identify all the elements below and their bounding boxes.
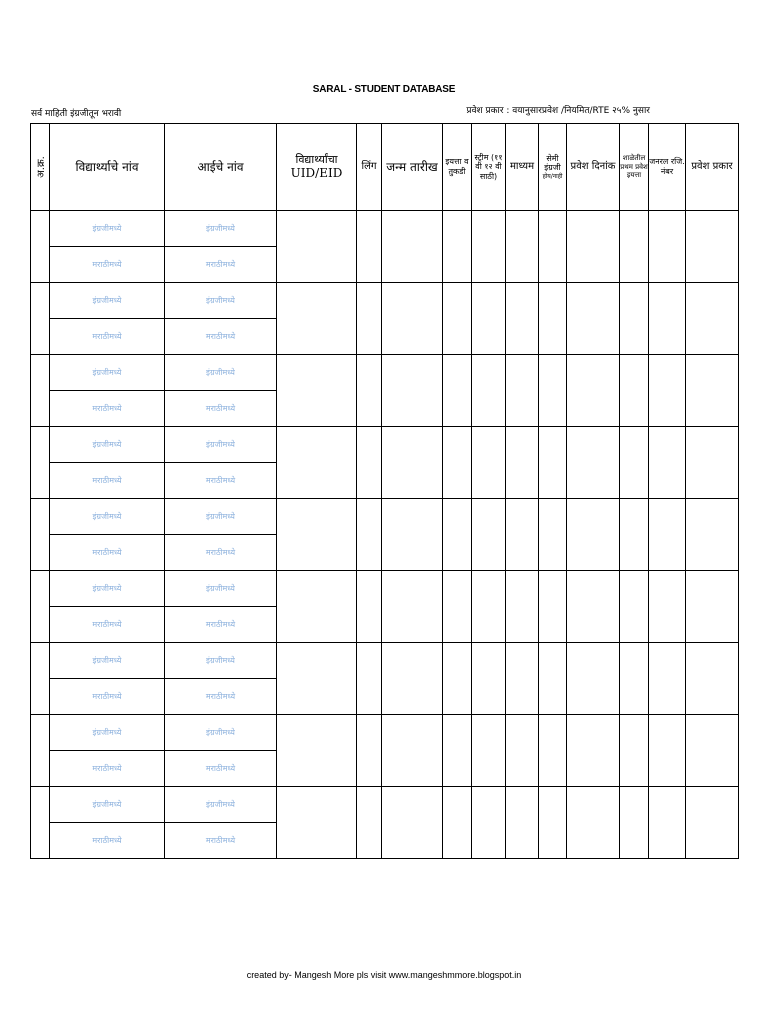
student-name-marathi-cell[interactable]: मराठीमध्ये — [50, 751, 165, 787]
document-title: SARAL - STUDENT DATABASE — [312, 84, 456, 95]
stream-cell[interactable] — [472, 643, 506, 715]
header-dob: जन्म तारीख — [382, 124, 443, 211]
mother-name-english-cell[interactable]: इंग्रजीमध्ये — [165, 355, 277, 391]
header-semi-english — [539, 124, 567, 211]
mother-name-english-cell[interactable]: इंग्रजीमध्ये — [165, 643, 277, 679]
semi-english-cell[interactable] — [539, 499, 567, 571]
semi-english-cell[interactable] — [539, 283, 567, 355]
student-name-english-cell[interactable]: इंग्रजीमध्ये — [50, 643, 165, 679]
mother-name-marathi-cell[interactable]: मराठीमध्ये — [165, 679, 277, 715]
student-name-english-cell[interactable]: इंग्रजीमध्ये — [50, 211, 165, 247]
gender-cell[interactable] — [357, 355, 382, 427]
student-name-english-cell[interactable]: इंग्रजीमध्ये — [50, 427, 165, 463]
student-name-marathi-cell[interactable]: मराठीमध्ये — [50, 679, 165, 715]
semi-english-cell[interactable] — [539, 355, 567, 427]
serial-cell[interactable] — [31, 499, 50, 571]
admission-date-cell[interactable] — [567, 283, 620, 355]
dob-cell[interactable] — [382, 787, 443, 859]
admission-type-cell[interactable] — [686, 787, 739, 859]
header-uid-line2: UID/EID — [290, 166, 343, 181]
class-division-cell[interactable] — [443, 787, 472, 859]
student-record-row-english — [31, 643, 739, 679]
admission-type-cell[interactable] — [686, 283, 739, 355]
class-division-cell[interactable] — [443, 211, 472, 283]
general-register-cell[interactable] — [649, 427, 686, 499]
class-division-cell[interactable] — [443, 427, 472, 499]
class-division-cell[interactable] — [443, 283, 472, 355]
student-record-row-english — [31, 283, 739, 319]
semi-english-cell[interactable] — [539, 571, 567, 643]
admission-date-cell[interactable] — [567, 211, 620, 283]
header-uid-line1: विद्यार्थ्यांचा — [295, 153, 338, 167]
admission-date-cell[interactable] — [567, 715, 620, 787]
gender-cell[interactable] — [357, 499, 382, 571]
header-medium: माध्यम — [506, 124, 539, 211]
student-record-row-english — [31, 571, 739, 607]
stream-cell[interactable] — [472, 283, 506, 355]
dob-cell[interactable] — [382, 571, 443, 643]
medium-cell[interactable] — [506, 643, 539, 715]
first-admission-class-cell[interactable] — [620, 571, 649, 643]
serial-cell[interactable] — [31, 283, 50, 355]
semi-english-cell[interactable] — [539, 643, 567, 715]
gender-cell[interactable] — [357, 787, 382, 859]
admission-type-cell[interactable] — [686, 571, 739, 643]
header-first-admission-class: शाळेतील प्रथम प्रवेश इयत्ता — [620, 124, 649, 211]
serial-cell[interactable] — [31, 427, 50, 499]
first-admission-class-cell[interactable] — [620, 715, 649, 787]
medium-cell[interactable] — [506, 499, 539, 571]
class-division-cell[interactable] — [443, 499, 472, 571]
student-name-marathi-cell[interactable]: मराठीमध्ये — [50, 247, 165, 283]
uid-cell[interactable] — [277, 715, 357, 787]
student-name-marathi-cell[interactable]: मराठीमध्ये — [50, 391, 165, 427]
first-admission-class-cell[interactable] — [620, 427, 649, 499]
general-register-cell[interactable] — [649, 283, 686, 355]
gender-cell[interactable] — [357, 283, 382, 355]
semi-english-cell[interactable] — [539, 211, 567, 283]
gender-cell[interactable] — [357, 715, 382, 787]
first-admission-class-cell[interactable] — [620, 283, 649, 355]
uid-cell[interactable] — [277, 283, 357, 355]
header-general-register: जनरल रजि. नंबर — [649, 124, 686, 211]
mother-name-english-cell[interactable]: इंग्रजीमध्ये — [165, 715, 277, 751]
mother-name-marathi-cell[interactable]: मराठीमध्ये — [165, 607, 277, 643]
general-register-cell[interactable] — [649, 499, 686, 571]
uid-cell[interactable] — [277, 499, 357, 571]
admission-type-note: प्रवेश प्रकार : वयानुसारप्रवेश /नियमित/RTE २५% नुसार — [466, 106, 650, 116]
admission-date-cell[interactable] — [567, 571, 620, 643]
gender-cell[interactable] — [357, 571, 382, 643]
dob-cell[interactable] — [382, 283, 443, 355]
student-name-english-cell[interactable]: इंग्रजीमध्ये — [50, 283, 165, 319]
uid-cell[interactable] — [277, 427, 357, 499]
student-name-english-cell[interactable]: इंग्रजीमध्ये — [50, 787, 165, 823]
mother-name-english-cell[interactable]: इंग्रजीमध्ये — [165, 499, 277, 535]
header-uid-eid — [277, 124, 357, 211]
student-record-row-english — [31, 715, 739, 751]
serial-cell[interactable] — [31, 571, 50, 643]
mother-name-marathi-cell[interactable]: मराठीमध्ये — [165, 823, 277, 859]
header-stream: स्ट्रीम (११ वी १२ वी साठी) — [472, 124, 506, 211]
student-name-english-cell[interactable]: इंग्रजीमध्ये — [50, 499, 165, 535]
admission-type-cell[interactable] — [686, 211, 739, 283]
medium-cell[interactable] — [506, 571, 539, 643]
serial-cell[interactable] — [31, 715, 50, 787]
header-semi-english-sub: होय/नाही — [542, 173, 563, 180]
student-record-row-english — [31, 355, 739, 391]
admission-date-cell[interactable] — [567, 499, 620, 571]
admission-type-cell[interactable] — [686, 715, 739, 787]
mother-name-english-cell[interactable]: इंग्रजीमध्ये — [165, 427, 277, 463]
general-register-cell[interactable] — [649, 787, 686, 859]
instruction-note: सर्व माहिती इंग्रजीतून भरावी — [31, 109, 122, 119]
dob-cell[interactable] — [382, 211, 443, 283]
uid-cell[interactable] — [277, 355, 357, 427]
uid-cell[interactable] — [277, 571, 357, 643]
semi-english-cell[interactable] — [539, 787, 567, 859]
header-admission-type: प्रवेश प्रकार — [686, 124, 739, 211]
mother-name-english-cell[interactable]: इंग्रजीमध्ये — [165, 787, 277, 823]
medium-cell[interactable] — [506, 715, 539, 787]
stream-cell[interactable] — [472, 427, 506, 499]
header-gender: लिंग — [357, 124, 382, 211]
student-record-row-english — [31, 427, 739, 463]
first-admission-class-cell[interactable] — [620, 499, 649, 571]
class-division-cell[interactable] — [443, 643, 472, 715]
admission-type-cell[interactable] — [686, 499, 739, 571]
admission-date-cell[interactable] — [567, 427, 620, 499]
mother-name-marathi-cell[interactable]: मराठीमध्ये — [165, 247, 277, 283]
class-division-cell[interactable] — [443, 355, 472, 427]
admission-type-cell[interactable] — [686, 643, 739, 715]
serial-cell[interactable] — [31, 787, 50, 859]
stream-cell[interactable] — [472, 499, 506, 571]
student-name-marathi-cell[interactable]: मराठीमध्ये — [50, 463, 165, 499]
dob-cell[interactable] — [382, 715, 443, 787]
uid-cell[interactable] — [277, 787, 357, 859]
header-semi-english-label: सेमी इंग्रजी — [544, 153, 561, 173]
header-serial: अ.क्र. — [31, 124, 50, 211]
dob-cell[interactable] — [382, 643, 443, 715]
serial-cell[interactable] — [31, 643, 50, 715]
medium-cell[interactable] — [506, 427, 539, 499]
general-register-cell[interactable] — [649, 355, 686, 427]
mother-name-english-cell[interactable]: इंग्रजीमध्ये — [165, 283, 277, 319]
mother-name-english-cell[interactable]: इंग्रजीमध्ये — [165, 211, 277, 247]
admission-type-cell[interactable] — [686, 355, 739, 427]
mother-name-marathi-cell[interactable]: मराठीमध्ये — [165, 751, 277, 787]
class-division-cell[interactable] — [443, 571, 472, 643]
semi-english-cell[interactable] — [539, 715, 567, 787]
medium-cell[interactable] — [506, 355, 539, 427]
admission-type-cell[interactable] — [686, 427, 739, 499]
header-class-division: इयत्ता व तुकडी — [443, 124, 472, 211]
mother-name-marathi-cell[interactable]: मराठीमध्ये — [165, 319, 277, 355]
mother-name-english-cell[interactable]: इंग्रजीमध्ये — [165, 571, 277, 607]
serial-cell[interactable] — [31, 211, 50, 283]
gender-cell[interactable] — [357, 427, 382, 499]
footer-credit: created by- Mangesh More pls visit www.mangeshmmore.blogspot.in — [246, 970, 522, 980]
gender-cell[interactable] — [357, 643, 382, 715]
student-record-row-english — [31, 211, 739, 247]
admission-date-cell[interactable] — [567, 355, 620, 427]
student-record-row-english — [31, 499, 739, 535]
semi-english-cell[interactable] — [539, 427, 567, 499]
student-name-english-cell[interactable]: इंग्रजीमध्ये — [50, 715, 165, 751]
student-name-english-cell[interactable]: इंग्रजीमध्ये — [50, 571, 165, 607]
general-register-cell[interactable] — [649, 571, 686, 643]
student-name-marathi-cell[interactable]: मराठीमध्ये — [50, 535, 165, 571]
stream-cell[interactable] — [472, 715, 506, 787]
uid-cell[interactable] — [277, 643, 357, 715]
table-body — [31, 211, 739, 859]
admission-date-cell[interactable] — [567, 787, 620, 859]
student-database-table — [30, 123, 739, 859]
stream-cell[interactable] — [472, 787, 506, 859]
student-name-marathi-cell[interactable]: मराठीमध्ये — [50, 319, 165, 355]
mother-name-marathi-cell[interactable]: मराठीमध्ये — [165, 463, 277, 499]
student-record-row-english — [31, 787, 739, 823]
medium-cell[interactable] — [506, 211, 539, 283]
student-name-marathi-cell[interactable]: मराठीमध्ये — [50, 823, 165, 859]
uid-cell[interactable] — [277, 211, 357, 283]
first-admission-class-cell[interactable] — [620, 355, 649, 427]
admission-date-cell[interactable] — [567, 643, 620, 715]
general-register-cell[interactable] — [649, 211, 686, 283]
general-register-cell[interactable] — [649, 643, 686, 715]
student-name-marathi-cell[interactable]: मराठीमध्ये — [50, 607, 165, 643]
stream-cell[interactable] — [472, 211, 506, 283]
header-mother-name: आईचे नांव — [165, 124, 277, 211]
first-admission-class-cell[interactable] — [620, 211, 649, 283]
mother-name-marathi-cell[interactable]: मराठीमध्ये — [165, 391, 277, 427]
first-admission-class-cell[interactable] — [620, 643, 649, 715]
header-row — [31, 124, 739, 211]
first-admission-class-cell[interactable] — [620, 787, 649, 859]
header-admission-date: प्रवेश दिनांक — [567, 124, 620, 211]
medium-cell[interactable] — [506, 283, 539, 355]
dob-cell[interactable] — [382, 427, 443, 499]
stream-cell[interactable] — [472, 355, 506, 427]
student-name-english-cell[interactable]: इंग्रजीमध्ये — [50, 355, 165, 391]
dob-cell[interactable] — [382, 499, 443, 571]
gender-cell[interactable] — [357, 211, 382, 283]
dob-cell[interactable] — [382, 355, 443, 427]
medium-cell[interactable] — [506, 787, 539, 859]
serial-cell[interactable] — [31, 355, 50, 427]
stream-cell[interactable] — [472, 571, 506, 643]
class-division-cell[interactable] — [443, 715, 472, 787]
header-student-name: विद्यार्थ्याचे नांव — [50, 124, 165, 211]
mother-name-marathi-cell[interactable]: मराठीमध्ये — [165, 535, 277, 571]
general-register-cell[interactable] — [649, 715, 686, 787]
